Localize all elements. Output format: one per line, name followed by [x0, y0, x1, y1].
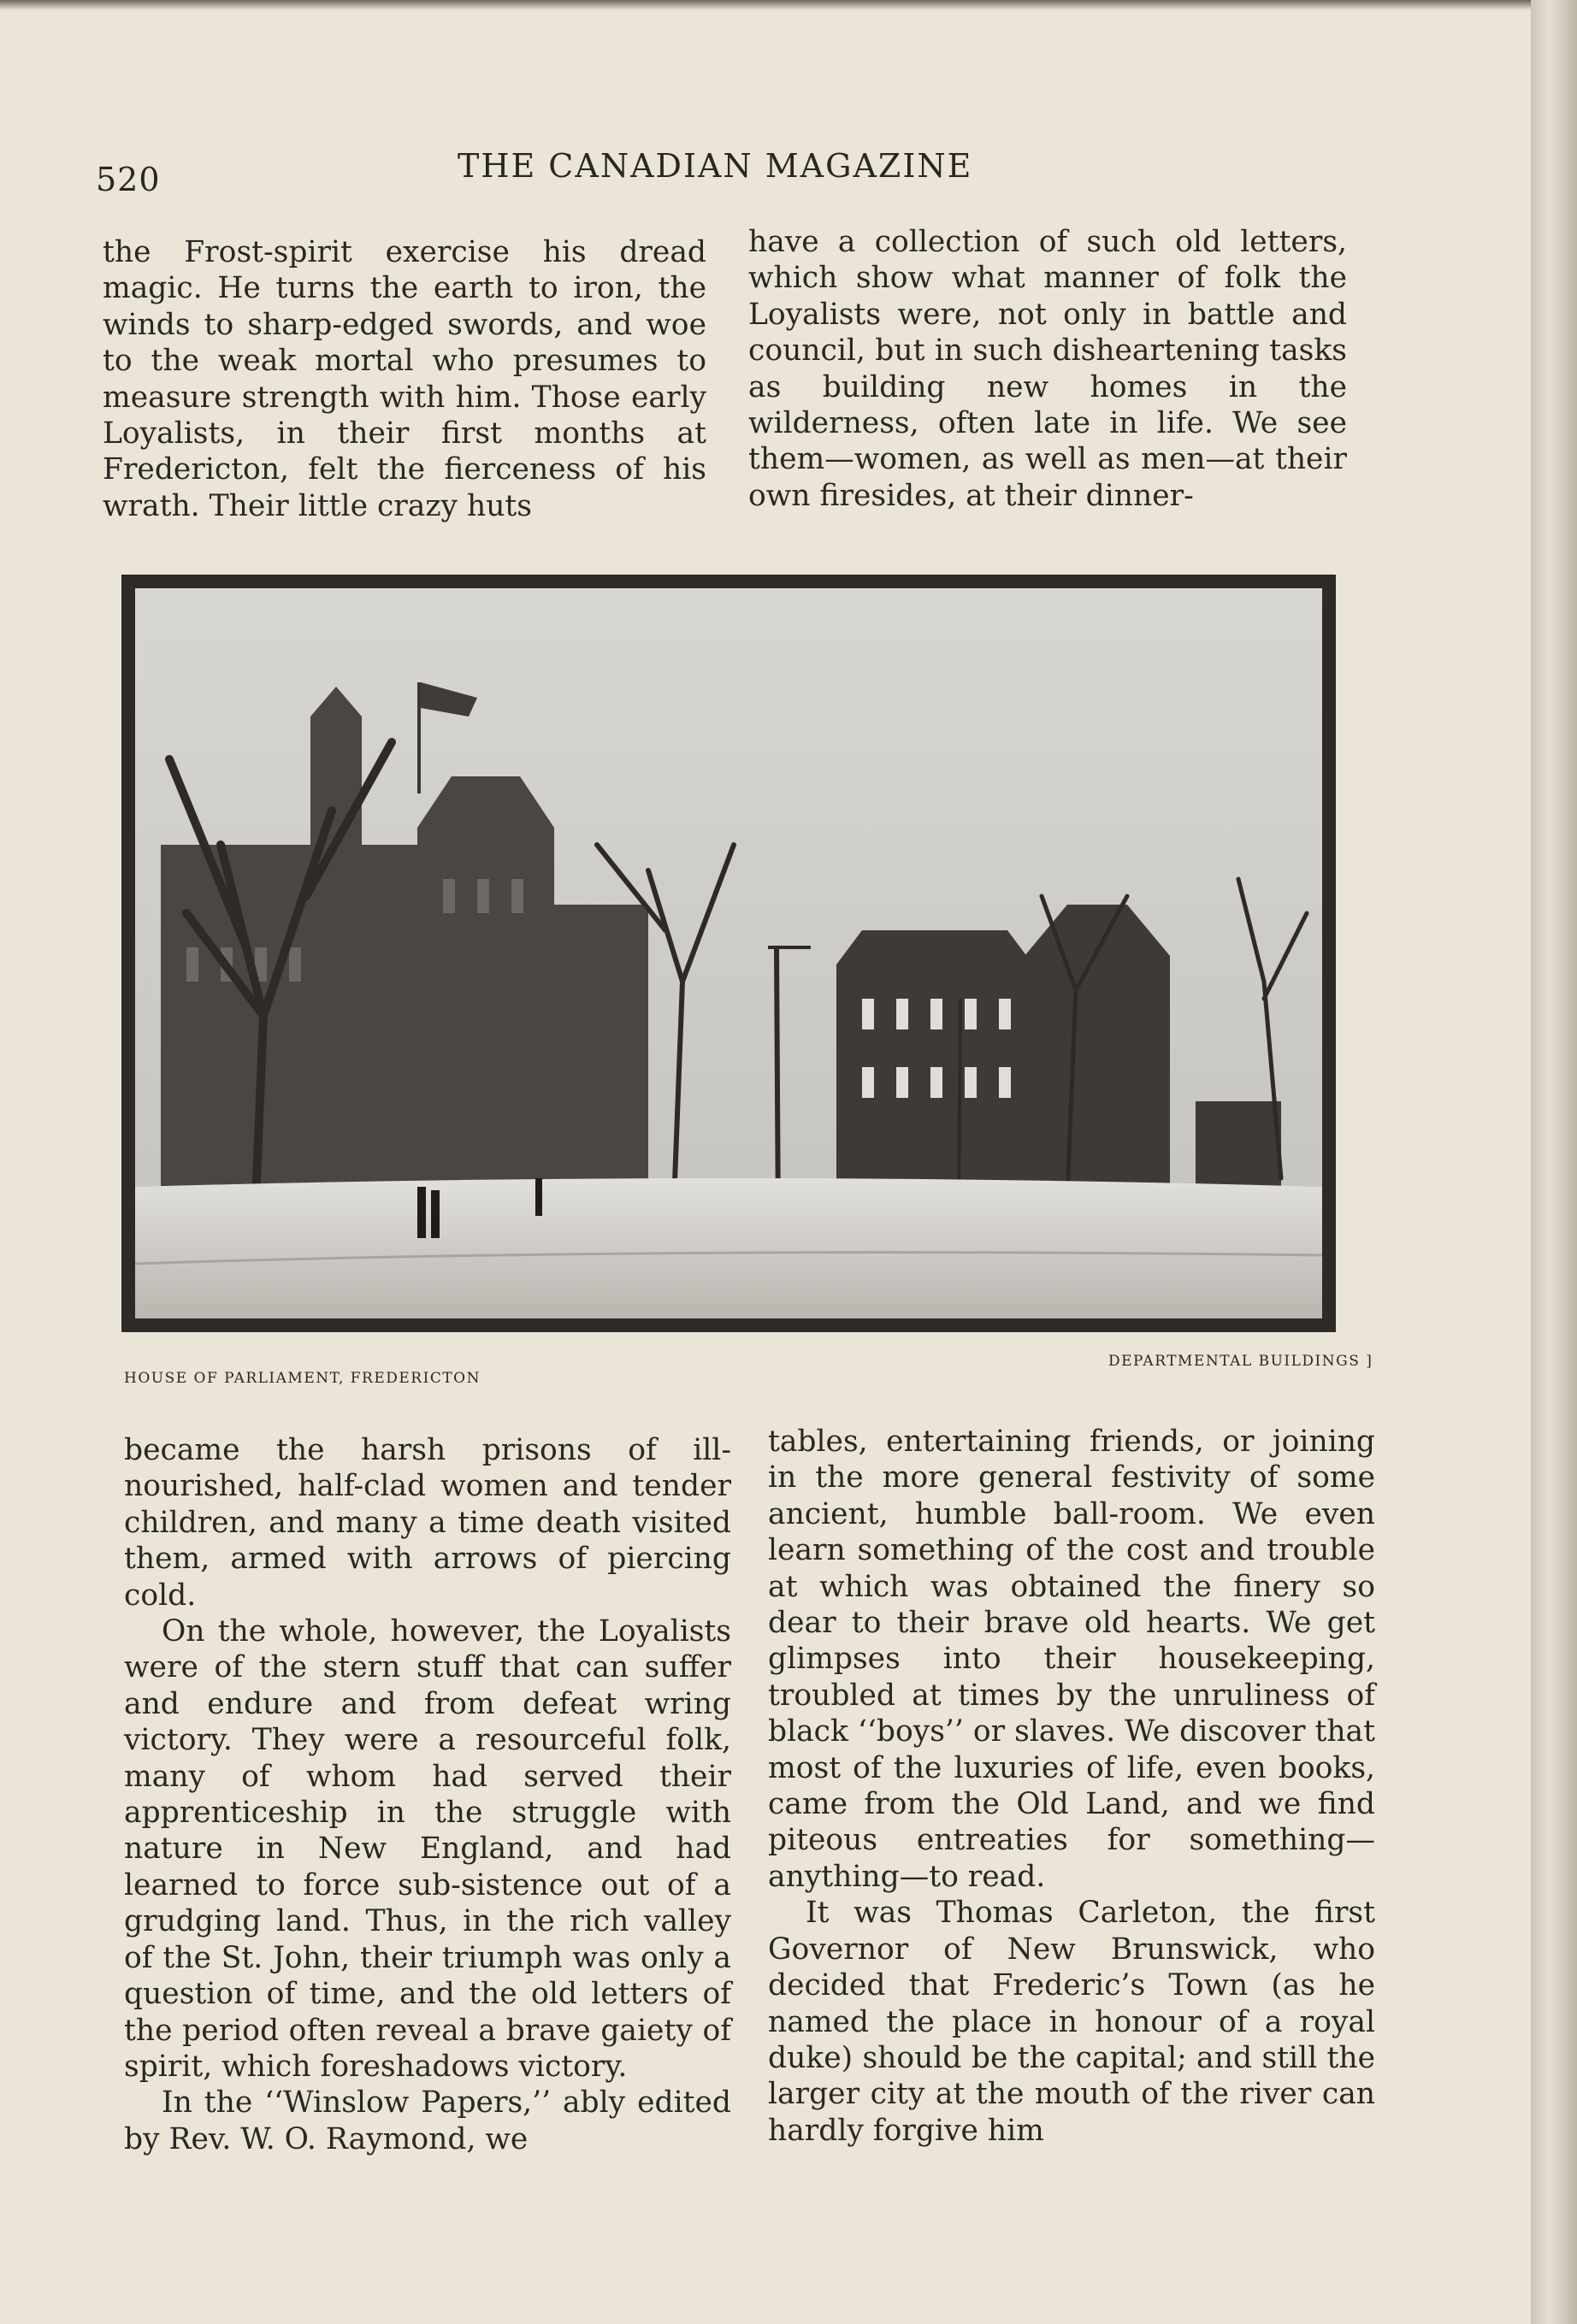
paragraph: the Frost-spirit exercise his dread magic. He turns the earth to iron, the winds to sharp-edged swords, and woe to the weak mortal who presumes to measure strength with him. Those early Loyalists, in their first months at Fredericton, felt the fierceness of his wrath. Their little crazy huts [103, 235, 706, 523]
page-number: 520 [96, 161, 161, 198]
photo-caption-right: DEPARTMENTAL BUILDINGS ] [1108, 1353, 1373, 1370]
bottom-right-column [768, 1424, 1375, 2149]
photograph-parliament-buildings [121, 575, 1336, 1332]
running-head: THE CANADIAN MAGAZINE [458, 147, 973, 185]
paragraph: have a collection of such old letters, which show what manner of folk the Loyalists were, not only in battle and council, but in such disheartening tasks as building new homes in the wilderness, often late in life. We see them—women, as well as men—at their own firesides, at their dinner- [748, 225, 1347, 513]
paragraph: It was Thomas Carleton, the first Governor of New Brunswick, who decided that Frederic’s Town (as he named the place in honour of a royal duke) should be the capital; and still the larger city at the mouth of the river can hardly forgive him [768, 1896, 1375, 2148]
paragraph: On the whole, however, the Loyalists were of the stern stuff that can suffer and endure and from defeat wring victory. They were a resourceful folk, many of whom had served their apprenticeship in the struggle with nature in New England, and had learned to force sub-sistence out of a grudging land. Thus, in the rich valley of the St. John, their triumph was only a question of time, and the old letters of the period often reveal a brave gaiety of spirit, which foreshadows victory. [124, 1614, 731, 2084]
paragraph: became the harsh prisons of ill-nourished, half-clad women and tender children, and many a time death visited them, armed with arrows of piercing cold. [124, 1433, 731, 1613]
top-right-column [748, 224, 1347, 514]
top-left-column [103, 234, 706, 524]
photo-caption-left: HOUSE OF PARLIAMENT, FREDERICTON [124, 1370, 481, 1387]
paragraph: tables, entertaining friends, or joining in the more general festivity of some ancient, humble ball-room. We even learn something of the cost and trouble at which was obtained the finery so dear to their brave old hearts. We get glimpses into their housekeeping, troubled at times by the unruliness of black ‘‘boys’’ or slaves. We discover that most of the luxuries of life, even books, came from the Old Land, and we find piteous entreaties for something—anything—to read. [768, 1424, 1375, 1894]
paragraph: In the ‘‘Winslow Papers,’’ ably edited by Rev. W. O. Raymond, we [124, 2085, 731, 2156]
book-spine-edge [1531, 0, 1577, 2324]
bottom-left-column [124, 1432, 731, 2157]
photograph-illustration [135, 588, 1322, 1318]
page-top-edge [0, 0, 1531, 10]
